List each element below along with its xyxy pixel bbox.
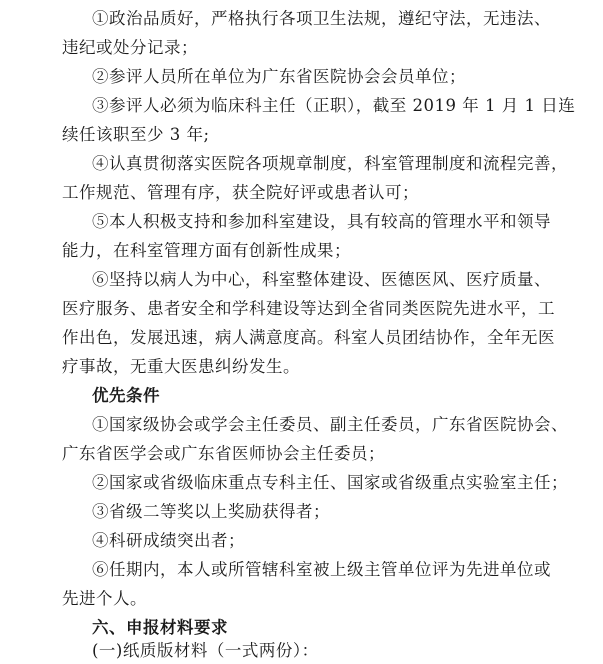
priority-3: ③省级二等奖以上奖励获得者；: [92, 502, 330, 521]
priority-6-line-2: 先进个人。: [62, 589, 147, 608]
criterion-3-line-2: 续任该职至少 3 年;: [62, 125, 210, 144]
criterion-1-line-1: ①政治品质好，严格执行各项卫生法规，遵纪守法，无违法、: [92, 9, 551, 28]
priority-conditions-heading: 优先条件: [92, 386, 160, 405]
paper-materials-heading: (一)纸质版材料（一式两份）：: [92, 641, 319, 660]
criterion-5-line-2: 能力，在科室管理方面有创新性成果；: [62, 241, 351, 260]
criterion-1-line-2: 违纪或处分记录；: [62, 38, 198, 57]
criterion-6-line-1: ⑥坚持以病人为中心，科室整体建设、医德医风、医疗质量、: [92, 270, 551, 289]
criterion-5-line-1: ⑤本人积极支持和参加科室建设，具有较高的管理水平和领导: [92, 212, 551, 231]
criterion-6-line-3: 作出色，发展迅速，病人满意度高。科室人员团结协作，全年无医: [62, 328, 555, 347]
priority-1-line-1: ①国家级协会或学会主任委员、副主任委员，广东省医院协会、: [92, 415, 568, 434]
criterion-4-line-1: ④认真贯彻落实医院各项规章制度，科室管理制度和流程完善，: [92, 154, 568, 173]
criterion-3-line-1: ③参评人必须为临床科主任（正职），截至 2019 年 1 月 1 日连: [92, 96, 576, 115]
priority-6-line-1: ⑥任期内，本人或所管辖科室被上级主管单位评为先进单位或: [92, 560, 551, 579]
criterion-6-line-2: 医疗服务、患者安全和学科建设等达到全省同类医院先进水平，工: [62, 299, 555, 318]
priority-1-line-2: 广东省医学会或广东省医师协会主任委员；: [62, 444, 385, 463]
section-6-heading: 六、申报材料要求: [92, 618, 228, 637]
criterion-4-line-2: 工作规范、管理有序，获全院好评或患者认可；: [62, 183, 419, 202]
priority-2: ②国家或省级临床重点专科主任、国家或省级重点实验室主任；: [92, 473, 568, 492]
criterion-2: ②参评人员所在单位为广东省医院协会会员单位；: [92, 67, 466, 86]
priority-4: ④科研成绩突出者；: [92, 531, 245, 550]
criterion-6-line-4: 疗事故，无重大医患纠纷发生。: [62, 357, 300, 376]
